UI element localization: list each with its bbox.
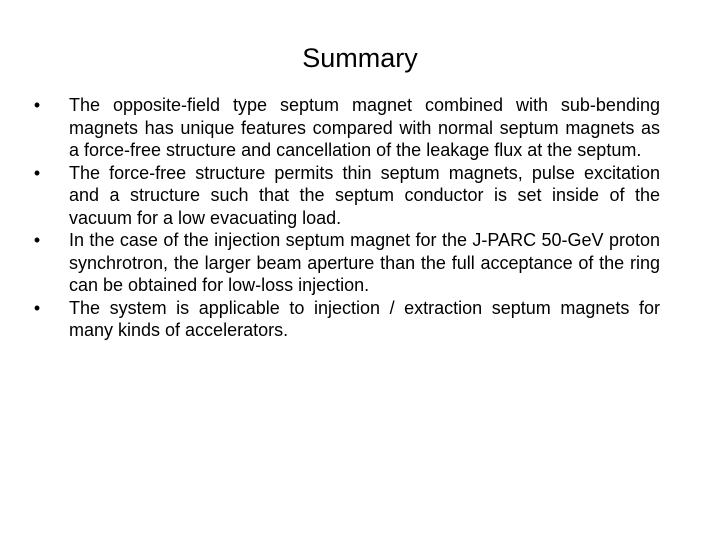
bullet-item [30, 297, 660, 342]
bullet-dot: • [33, 230, 41, 250]
bullet-dot: • [33, 95, 41, 115]
bullet-text: In the case of the injection septum magnet for the J-PARC 50-GeV proton synchrotron, the larger beam aperture than the full acceptance of the ring can be obtained for low-loss injection. [69, 230, 660, 295]
bullet-dot: • [33, 162, 41, 183]
bullet-item [30, 229, 660, 297]
bullet-text: The system is applicable to injection / extraction septum magnets for many kinds of accelerators. [69, 297, 660, 340]
bullet-item [30, 162, 660, 230]
bullet-item [30, 94, 660, 162]
bullet-text: The opposite-field type septum magnet combined with sub-bending magnets has unique features compared with normal septum magnets as a force-free structure and cancellation of the leakage flux at the septum. [69, 95, 660, 160]
bullet-list [30, 94, 660, 342]
slide-title: Summary [302, 43, 418, 73]
bullet-dot: • [33, 297, 41, 318]
bullet-text: The force-free structure permits thin septum magnets, pulse excitation and a structure such that the septum conductor is set inside of the vacuum for a low evacuating load. [69, 162, 660, 228]
